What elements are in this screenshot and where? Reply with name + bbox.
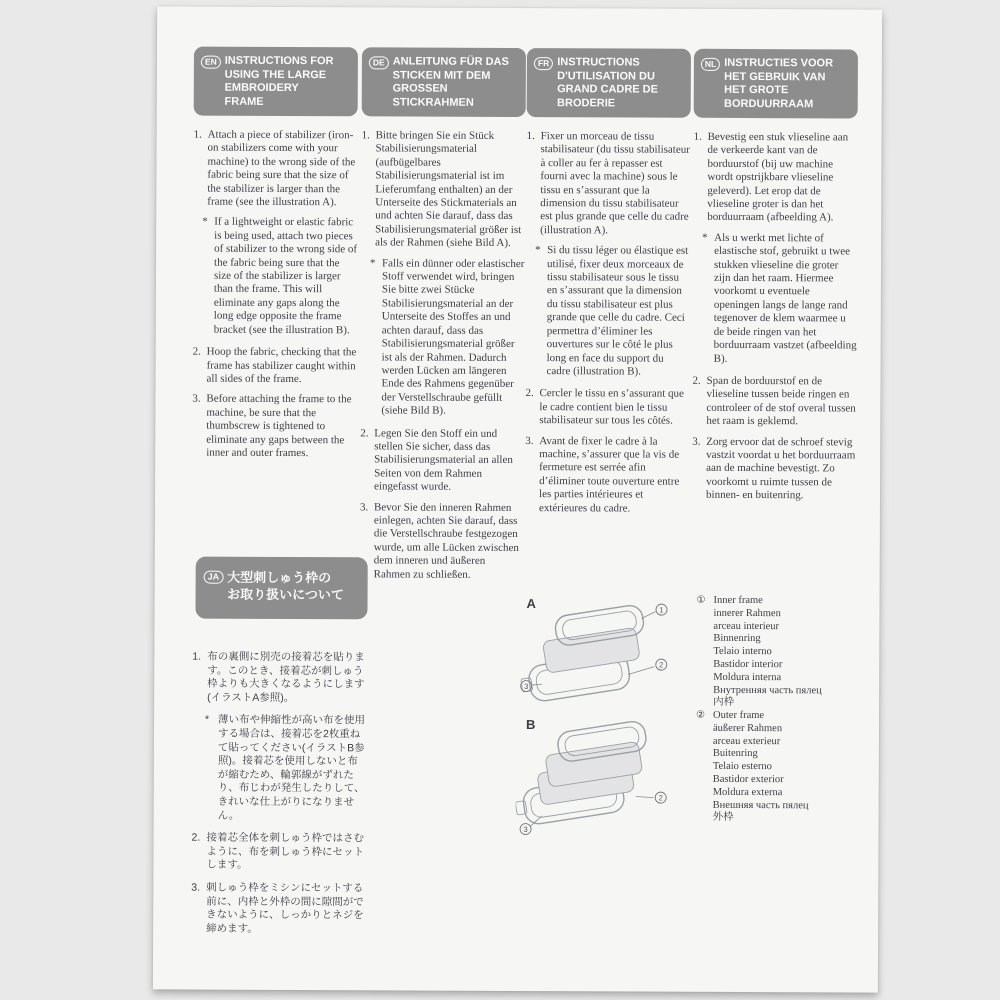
instruction-step xyxy=(191,832,365,874)
legend-line: Внутренняя часть пялец xyxy=(713,684,822,696)
section-header-ja xyxy=(195,557,367,620)
lang-badge-ja: JA xyxy=(204,571,224,584)
section-title-ja xyxy=(227,569,344,604)
callout-2-num: 2 xyxy=(659,660,664,670)
section-title-de xyxy=(393,55,509,110)
legend-line: arceau interieur xyxy=(713,620,780,632)
instructions-en xyxy=(192,129,357,461)
legend-line: Buitenring xyxy=(712,748,758,760)
note-marker: * xyxy=(205,714,210,727)
callout-3-num: 3 xyxy=(524,681,529,691)
callout-3b-num: 3 xyxy=(523,824,528,834)
step-marker: 2. xyxy=(692,374,701,387)
title-line: INSTRUCTIONS xyxy=(557,56,640,69)
step-text: Zorg ervoor dat de schroef stevig vastzit voordat u het borduurraam aan de machine bevestigt. Zo voorkomt u ruimte tussen de binnen- en buitenring. xyxy=(705,435,856,502)
legend-inner-frame xyxy=(696,595,877,711)
section-header-en xyxy=(194,47,358,117)
instruction-step xyxy=(525,387,689,428)
callout-2b-num: 2 xyxy=(658,793,663,803)
instruction-step xyxy=(192,651,366,706)
instruction-note xyxy=(526,244,691,379)
instruction-step xyxy=(526,130,690,238)
frame-diagram xyxy=(515,584,696,857)
instruction-step xyxy=(693,131,857,226)
instructions-de xyxy=(360,129,526,582)
instruction-sheet xyxy=(153,6,882,992)
step-text: Attach a piece of stabilizer (iron-on stabilizers come with your machine) to the wrong side of the fabric being sure that the size of the stabilizer is larger than the frame (see the illustration A). xyxy=(207,128,356,209)
column-en xyxy=(192,47,358,468)
step-text: Hoop the fabric, checking that the frame has stabilizer caught within all sides of the frame. xyxy=(206,345,357,385)
legend-line: äußerer Rahmen xyxy=(712,722,783,734)
title-line: USING THE LARGE xyxy=(224,68,327,81)
step-text: Cercler le tissu en s’assurant que le cadre contient bien le tissu stabilisateur sur tous les côtés. xyxy=(539,387,684,427)
step-marker: 3. xyxy=(359,500,369,513)
title-line: EMBROIDERY xyxy=(224,81,299,95)
legend-line: Bastidor interior xyxy=(713,658,783,671)
lang-badge-de: DE xyxy=(369,56,389,69)
step-text: Span de borduurstof en de vlieseline tussen beide ringen en controleer of de stof overal tussen het raam is geklemd. xyxy=(706,374,856,428)
instruction-note xyxy=(693,232,858,367)
step-marker: 1. xyxy=(193,128,202,141)
instructions-nl xyxy=(692,131,858,503)
step-marker: 2. xyxy=(191,831,201,844)
step-marker: 3. xyxy=(192,392,201,405)
title-line: 大型刺しゅう枠の xyxy=(227,569,332,586)
section-title-nl xyxy=(724,57,833,111)
legend-num-2: ② xyxy=(696,709,706,721)
title-line: ANLEITUNG FÜR DAS xyxy=(392,55,509,68)
step-text: Before attaching the frame to the machine, be sure that the thumbscrew is tightened to eliminate any gaps between the inner and outer frames. xyxy=(206,392,352,460)
instructions-fr xyxy=(525,130,691,516)
callout-1-num: 1 xyxy=(659,605,664,615)
legend-line: innerer Rahmen xyxy=(713,607,781,619)
note-marker: * xyxy=(535,244,541,257)
note-text: Als u werkt met lichte of elastische stof, gebruikt u twee stukken vlieseline die groter zijn dan het raam. Hiermee voorkomt u eventuele openingen langs de lange rand tegenover de klem waarmee u de beide ringen van het borduurraam vastzet (afbeelding B). xyxy=(713,231,857,365)
legend-line: Moldura externa xyxy=(712,786,783,798)
diagram-a-fabric xyxy=(542,627,640,673)
legend-lines xyxy=(713,710,809,826)
legend-line: 外枠 xyxy=(712,812,734,824)
step-text: Bitte bringen Sie ein Stück Stabilisierungsmaterial (aufbügelbares Stabilisierungsmaterial ist im Lieferumfang enthalten) an der Unterseite des Stickmaterials an und achten Sie darauf, dass das Stabilisierungsmaterial größer ist als der Rahmen (siehe Bild A). xyxy=(375,129,522,250)
step-marker: 2. xyxy=(192,345,201,358)
step-marker: 2. xyxy=(360,426,369,439)
title-line: D'UTILISATION DU xyxy=(557,69,655,83)
legend-line: Outer frame xyxy=(713,709,765,722)
legend-line: 内枠 xyxy=(713,697,735,709)
title-line: お取り扱いについて xyxy=(227,586,344,603)
diagram-label-b: B xyxy=(525,717,536,733)
step-text: 刺しゅう枠をミシンにセットする前に、内枠と外枠の間に隙間ができないように、しっかりとネジを締めます。 xyxy=(206,881,364,935)
section-header-de xyxy=(362,47,526,117)
step-text: Legen Sie den Stoff ein und stellen Sie sicher, dass das Stabilisierungsmaterial an allen Seiten von dem Rahmen eingefasst wurde. xyxy=(374,426,513,493)
instruction-step xyxy=(361,129,526,250)
legend-line: Inner frame xyxy=(713,594,763,607)
instructions-ja xyxy=(191,651,366,946)
legend-line: Telaio interno xyxy=(713,646,772,658)
title-line: GROSSEN xyxy=(392,82,448,95)
column-nl xyxy=(692,49,858,510)
section-title-fr xyxy=(557,56,658,110)
step-marker: 3. xyxy=(191,881,201,894)
instruction-step xyxy=(192,393,356,461)
instruction-step xyxy=(360,501,524,582)
step-text: Fixer un morceau de tissu stabilisateur (du tissu stabilisateur à coller au fer à repasser est fourni avec la machine) sous le tissu en s’assurant que la dimension du tissu stabilisateur est plus grande que celle du cadre (illustration A). xyxy=(540,130,690,237)
column-fr xyxy=(525,48,691,523)
step-marker: 1. xyxy=(693,130,702,143)
instruction-step xyxy=(193,129,357,210)
legend-line: Moldura interna xyxy=(713,671,782,683)
instruction-step xyxy=(192,346,356,387)
note-text: Si du tissu léger ou élastique est utilisé, fixer deux morceaux de tissu stabilisateur sous le tissu en s’assurant que la dimension du tissu stabilisateur est plus grande que celle du cadre. Ceci permettra d’éliminer les ouvertures sur le côté le plus long en face du support du cadre (illustration B). xyxy=(546,244,689,378)
legend-num-1: ① xyxy=(696,594,706,606)
title-line: BRODERIE xyxy=(557,96,616,109)
step-marker: 1. xyxy=(526,130,535,143)
title-line: STICKEN MIT DEM xyxy=(392,68,491,82)
legend-line: Telaio esterno xyxy=(712,761,772,773)
title-line: HET GEBRUIK VAN xyxy=(724,70,826,83)
lang-badge-en: EN xyxy=(201,56,221,69)
instruction-step xyxy=(692,435,856,503)
diagram-label-a: A xyxy=(526,596,536,612)
lang-badge-fr: FR xyxy=(534,57,553,70)
step-text: Bevor Sie den inneren Rahmen einlegen, achten Sie darauf, dass die Verstellschraube festgezogen wurde, um alle Lücken zwischen dem inneren und äußeren Rahmen zu schließen. xyxy=(373,500,519,581)
note-marker: * xyxy=(202,216,208,229)
title-line: FRAME xyxy=(224,95,264,108)
note-marker: * xyxy=(370,257,376,270)
legend-line: Bastidor exterior xyxy=(712,773,784,786)
step-marker: 1. xyxy=(192,650,202,663)
instruction-step xyxy=(360,427,524,495)
instruction-note xyxy=(193,216,358,337)
instruction-note xyxy=(192,714,366,824)
legend-lines xyxy=(713,595,822,711)
title-line: BORDUURRAAM xyxy=(724,97,814,110)
section-title-en xyxy=(225,55,334,109)
legend-line: Внешняя часть пялец xyxy=(712,799,809,811)
instruction-step xyxy=(692,375,856,429)
title-line: INSTRUCTIES VOOR xyxy=(724,56,834,70)
step-text: Bevestig een stuk vlieseline aan de verkeerde kant van de borduurstof (bij uw machine wordt opstrijkbare vlieseline geleverd). Let erop dat de vlieseline groter is dan het borduurraam (afbeelding A). xyxy=(707,130,849,224)
section-header-nl xyxy=(694,49,858,119)
step-text: 布の裏側に別売の接着芯を貼ります。このとき、接着芯が刺しゅう枠よりも大きくなるようにします(イラストA参照)。 xyxy=(207,650,365,704)
step-marker: 1. xyxy=(361,129,370,142)
title-line: GRAND CADRE DE xyxy=(557,83,659,96)
instruction-step xyxy=(191,881,365,936)
instruction-step xyxy=(525,435,689,516)
title-line: HET GROTE xyxy=(724,83,789,97)
title-line: INSTRUCTIONS FOR xyxy=(224,54,334,68)
note-marker: * xyxy=(702,231,708,244)
step-text: 接着芯全体を刺しゅう枠ではさむように、布を刺しゅう枠にセットします。 xyxy=(206,831,365,872)
step-marker: 2. xyxy=(525,387,534,400)
title-line: STICKRAHMEN xyxy=(392,95,474,109)
instruction-note xyxy=(360,257,525,419)
note-text: Falls ein dünner oder elastischer Stoff verwendet wird, bringen Sie bitte zwei Stücke Stabilisierungsmaterial an der Unterseite des Stoffes an und achten darauf, dass das Stabilisierungsmaterial größer ist als der Rahmen. Dadurch werden Lücken am längeren Ende des Rahmens gegenüber der Verstellschraube gefüllt (siehe Bild B). xyxy=(381,257,525,417)
step-marker: 3. xyxy=(692,435,701,448)
section-header-fr xyxy=(527,48,691,118)
note-text: If a lightweight or elastic fabric is being used, attach two pieces of stabilizer to the wrong side of the fabric being sure that the size of the stabilizer is larger than the frame. This will eliminate any gaps along the long edge opposite the frame bracket (see the illustration B). xyxy=(213,216,358,336)
column-de xyxy=(360,47,526,589)
lang-badge-nl: NL xyxy=(701,58,720,71)
legend-outer-frame xyxy=(696,710,877,826)
step-text: Avant de fixer le cadre à la machine, s’assurer que la vis de fermeture est serrée afin d’éliminer toute ouverture entre les parties intérieures et extérieures du cadre. xyxy=(538,434,680,515)
legend-line: arceau exterieur xyxy=(712,735,781,747)
legend-line: Binnenring xyxy=(713,633,761,645)
step-marker: 3. xyxy=(525,434,534,447)
note-text: 薄い布や伸縮性が高い布を使用する場合は、接着芯を2枚重ねて貼ってください(イラストB参照)。接着芯を使用しないと布が縮むため、輪郭線がずれたり、布じわが発生したりして、きれいな仕上がりになりません。 xyxy=(217,714,366,822)
